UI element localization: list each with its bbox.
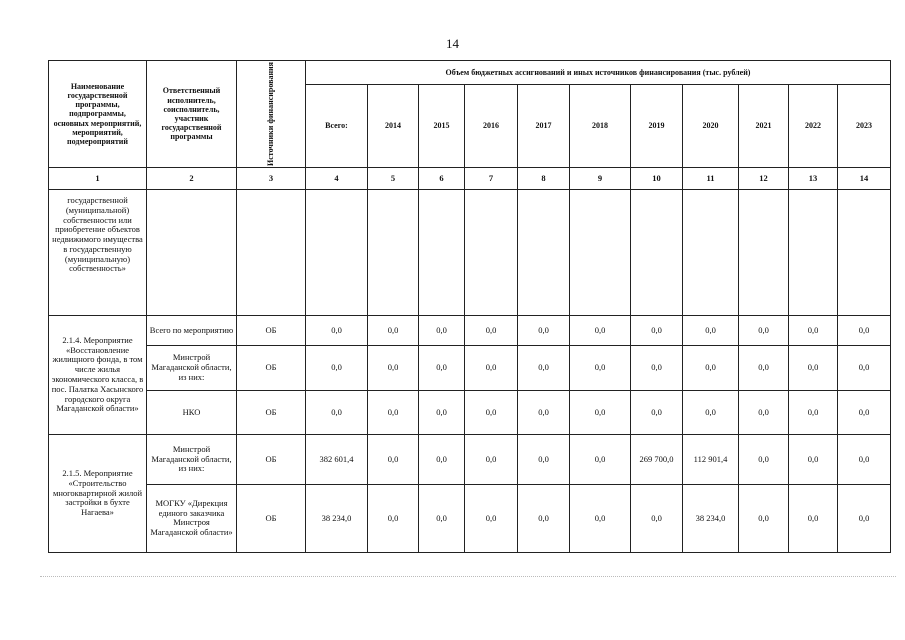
page-number: 14 (446, 36, 459, 51)
value-cell: 0,0 (789, 315, 838, 345)
value-cell: 0,0 (465, 484, 518, 552)
empty-cell (368, 189, 419, 315)
value-cell: 0,0 (518, 315, 570, 345)
continuation-row (49, 189, 891, 315)
value-cell: 0,0 (631, 484, 683, 552)
value-cell: 0,0 (419, 484, 465, 552)
column-number: 14 (838, 167, 891, 189)
empty-cell (789, 189, 838, 315)
value-cell: 0,0 (838, 434, 891, 484)
value-cell: 0,0 (368, 484, 419, 552)
header-year: 2021 (739, 85, 789, 168)
column-number: 10 (631, 167, 683, 189)
value-cell: 0,0 (419, 315, 465, 345)
empty-cell (683, 189, 739, 315)
value-cell: 0,0 (683, 390, 739, 434)
responsible-cell: Минстрой Магаданской области, из них: (147, 434, 237, 484)
value-cell: 0,0 (570, 345, 631, 390)
header-year: 2020 (683, 85, 739, 168)
value-cell: 0,0 (739, 434, 789, 484)
value-cell: 0,0 (518, 484, 570, 552)
value-cell: 0,0 (838, 390, 891, 434)
value-cell: 0,0 (789, 484, 838, 552)
source-cell: ОБ (237, 434, 306, 484)
value-cell: 0,0 (570, 484, 631, 552)
empty-cell (237, 189, 306, 315)
column-number: 5 (368, 167, 419, 189)
source-cell: ОБ (237, 315, 306, 345)
value-cell: 0,0 (739, 315, 789, 345)
column-number: 4 (306, 167, 368, 189)
column-number-row (49, 167, 891, 189)
column-number: 13 (789, 167, 838, 189)
value-cell: 38 234,0 (306, 484, 368, 552)
value-cell: 38 234,0 (683, 484, 739, 552)
continuation-text: государственной (муниципальной) собственности или приобретение объектов недвижимого имущества в государственную (муниципальную) собственность» (49, 189, 147, 315)
value-cell: 382 601,4 (306, 434, 368, 484)
value-cell: 0,0 (789, 434, 838, 484)
column-number: 11 (683, 167, 739, 189)
table-row (49, 390, 891, 434)
responsible-cell: Минстрой Магаданской области, из них: (147, 345, 237, 390)
value-cell: 269 700,0 (631, 434, 683, 484)
table-row (49, 315, 891, 345)
header-year: 2015 (419, 85, 465, 168)
source-cell: ОБ (237, 345, 306, 390)
header-year: 2017 (518, 85, 570, 168)
header-year: 2018 (570, 85, 631, 168)
value-cell: 0,0 (306, 315, 368, 345)
column-number: 3 (237, 167, 306, 189)
value-cell: 0,0 (631, 315, 683, 345)
column-number: 2 (147, 167, 237, 189)
column-number: 6 (419, 167, 465, 189)
table-row (49, 484, 891, 552)
value-cell: 0,0 (368, 390, 419, 434)
value-cell: 0,0 (838, 345, 891, 390)
value-cell: 0,0 (368, 434, 419, 484)
column-number: 1 (49, 167, 147, 189)
budget-table (48, 60, 891, 553)
source-cell: ОБ (237, 390, 306, 434)
value-cell: 0,0 (419, 345, 465, 390)
header-year: 2019 (631, 85, 683, 168)
value-cell: 0,0 (419, 434, 465, 484)
responsible-cell: МОГКУ «Дирекция единого заказчика Минстроя Магаданской области» (147, 484, 237, 552)
empty-cell (838, 189, 891, 315)
value-cell: 0,0 (306, 345, 368, 390)
column-number: 7 (465, 167, 518, 189)
page-edge-line (40, 576, 896, 577)
value-cell: 0,0 (739, 390, 789, 434)
value-cell: 0,0 (465, 390, 518, 434)
activity-name: 2.1.5. Мероприятие «Строительство многоквартирной жилой застройки в бухте Нагаева» (49, 434, 147, 552)
value-cell: 0,0 (838, 484, 891, 552)
value-cell: 0,0 (739, 345, 789, 390)
empty-cell (739, 189, 789, 315)
activity-name: 2.1.4. Мероприятие «Восстановление жилищного фонда, в том числе жилья экономического класса, в пос. Палатка Хасынского городского округа Магаданской области» (49, 315, 147, 434)
value-cell: 0,0 (570, 434, 631, 484)
header-year: Всего: (306, 85, 368, 168)
value-cell: 0,0 (518, 434, 570, 484)
responsible-cell: НКО (147, 390, 237, 434)
value-cell: 0,0 (683, 345, 739, 390)
value-cell: 0,0 (419, 390, 465, 434)
value-cell: 0,0 (368, 345, 419, 390)
empty-cell (465, 189, 518, 315)
value-cell: 0,0 (465, 345, 518, 390)
value-cell: 0,0 (368, 315, 419, 345)
value-cell: 0,0 (631, 390, 683, 434)
value-cell: 0,0 (838, 315, 891, 345)
header-source-label: Источники финансирования (266, 62, 276, 166)
value-cell: 0,0 (739, 484, 789, 552)
column-number: 9 (570, 167, 631, 189)
value-cell: 0,0 (570, 315, 631, 345)
value-cell: 0,0 (789, 345, 838, 390)
table-row (49, 345, 891, 390)
header-name: Наименование государственной программы, подпрограммы, основных мероприятий, мероприятий, подмероприятий (49, 61, 147, 168)
header-year: 2016 (465, 85, 518, 168)
value-cell: 0,0 (518, 345, 570, 390)
empty-cell (570, 189, 631, 315)
value-cell: 0,0 (518, 390, 570, 434)
empty-cell (518, 189, 570, 315)
header-year: 2023 (838, 85, 891, 168)
empty-cell (631, 189, 683, 315)
column-number: 12 (739, 167, 789, 189)
value-cell: 0,0 (465, 434, 518, 484)
empty-cell (147, 189, 237, 315)
header-year: 2022 (789, 85, 838, 168)
value-cell: 112 901,4 (683, 434, 739, 484)
value-cell: 0,0 (465, 315, 518, 345)
value-cell: 0,0 (306, 390, 368, 434)
value-cell: 0,0 (570, 390, 631, 434)
header-responsible: Ответственный исполнитель, соисполнитель, участник государственной программы (147, 61, 237, 168)
value-cell: 0,0 (683, 315, 739, 345)
header-budget-group: Объем бюджетных ассигнований и иных источников финансирования (тыс. рублей) (306, 61, 891, 85)
value-cell: 0,0 (631, 345, 683, 390)
column-number: 8 (518, 167, 570, 189)
empty-cell (419, 189, 465, 315)
table-row (49, 434, 891, 484)
header-source (237, 61, 306, 168)
header-year: 2014 (368, 85, 419, 168)
value-cell: 0,0 (789, 390, 838, 434)
responsible-cell: Всего по мероприятию (147, 315, 237, 345)
source-cell: ОБ (237, 484, 306, 552)
empty-cell (306, 189, 368, 315)
